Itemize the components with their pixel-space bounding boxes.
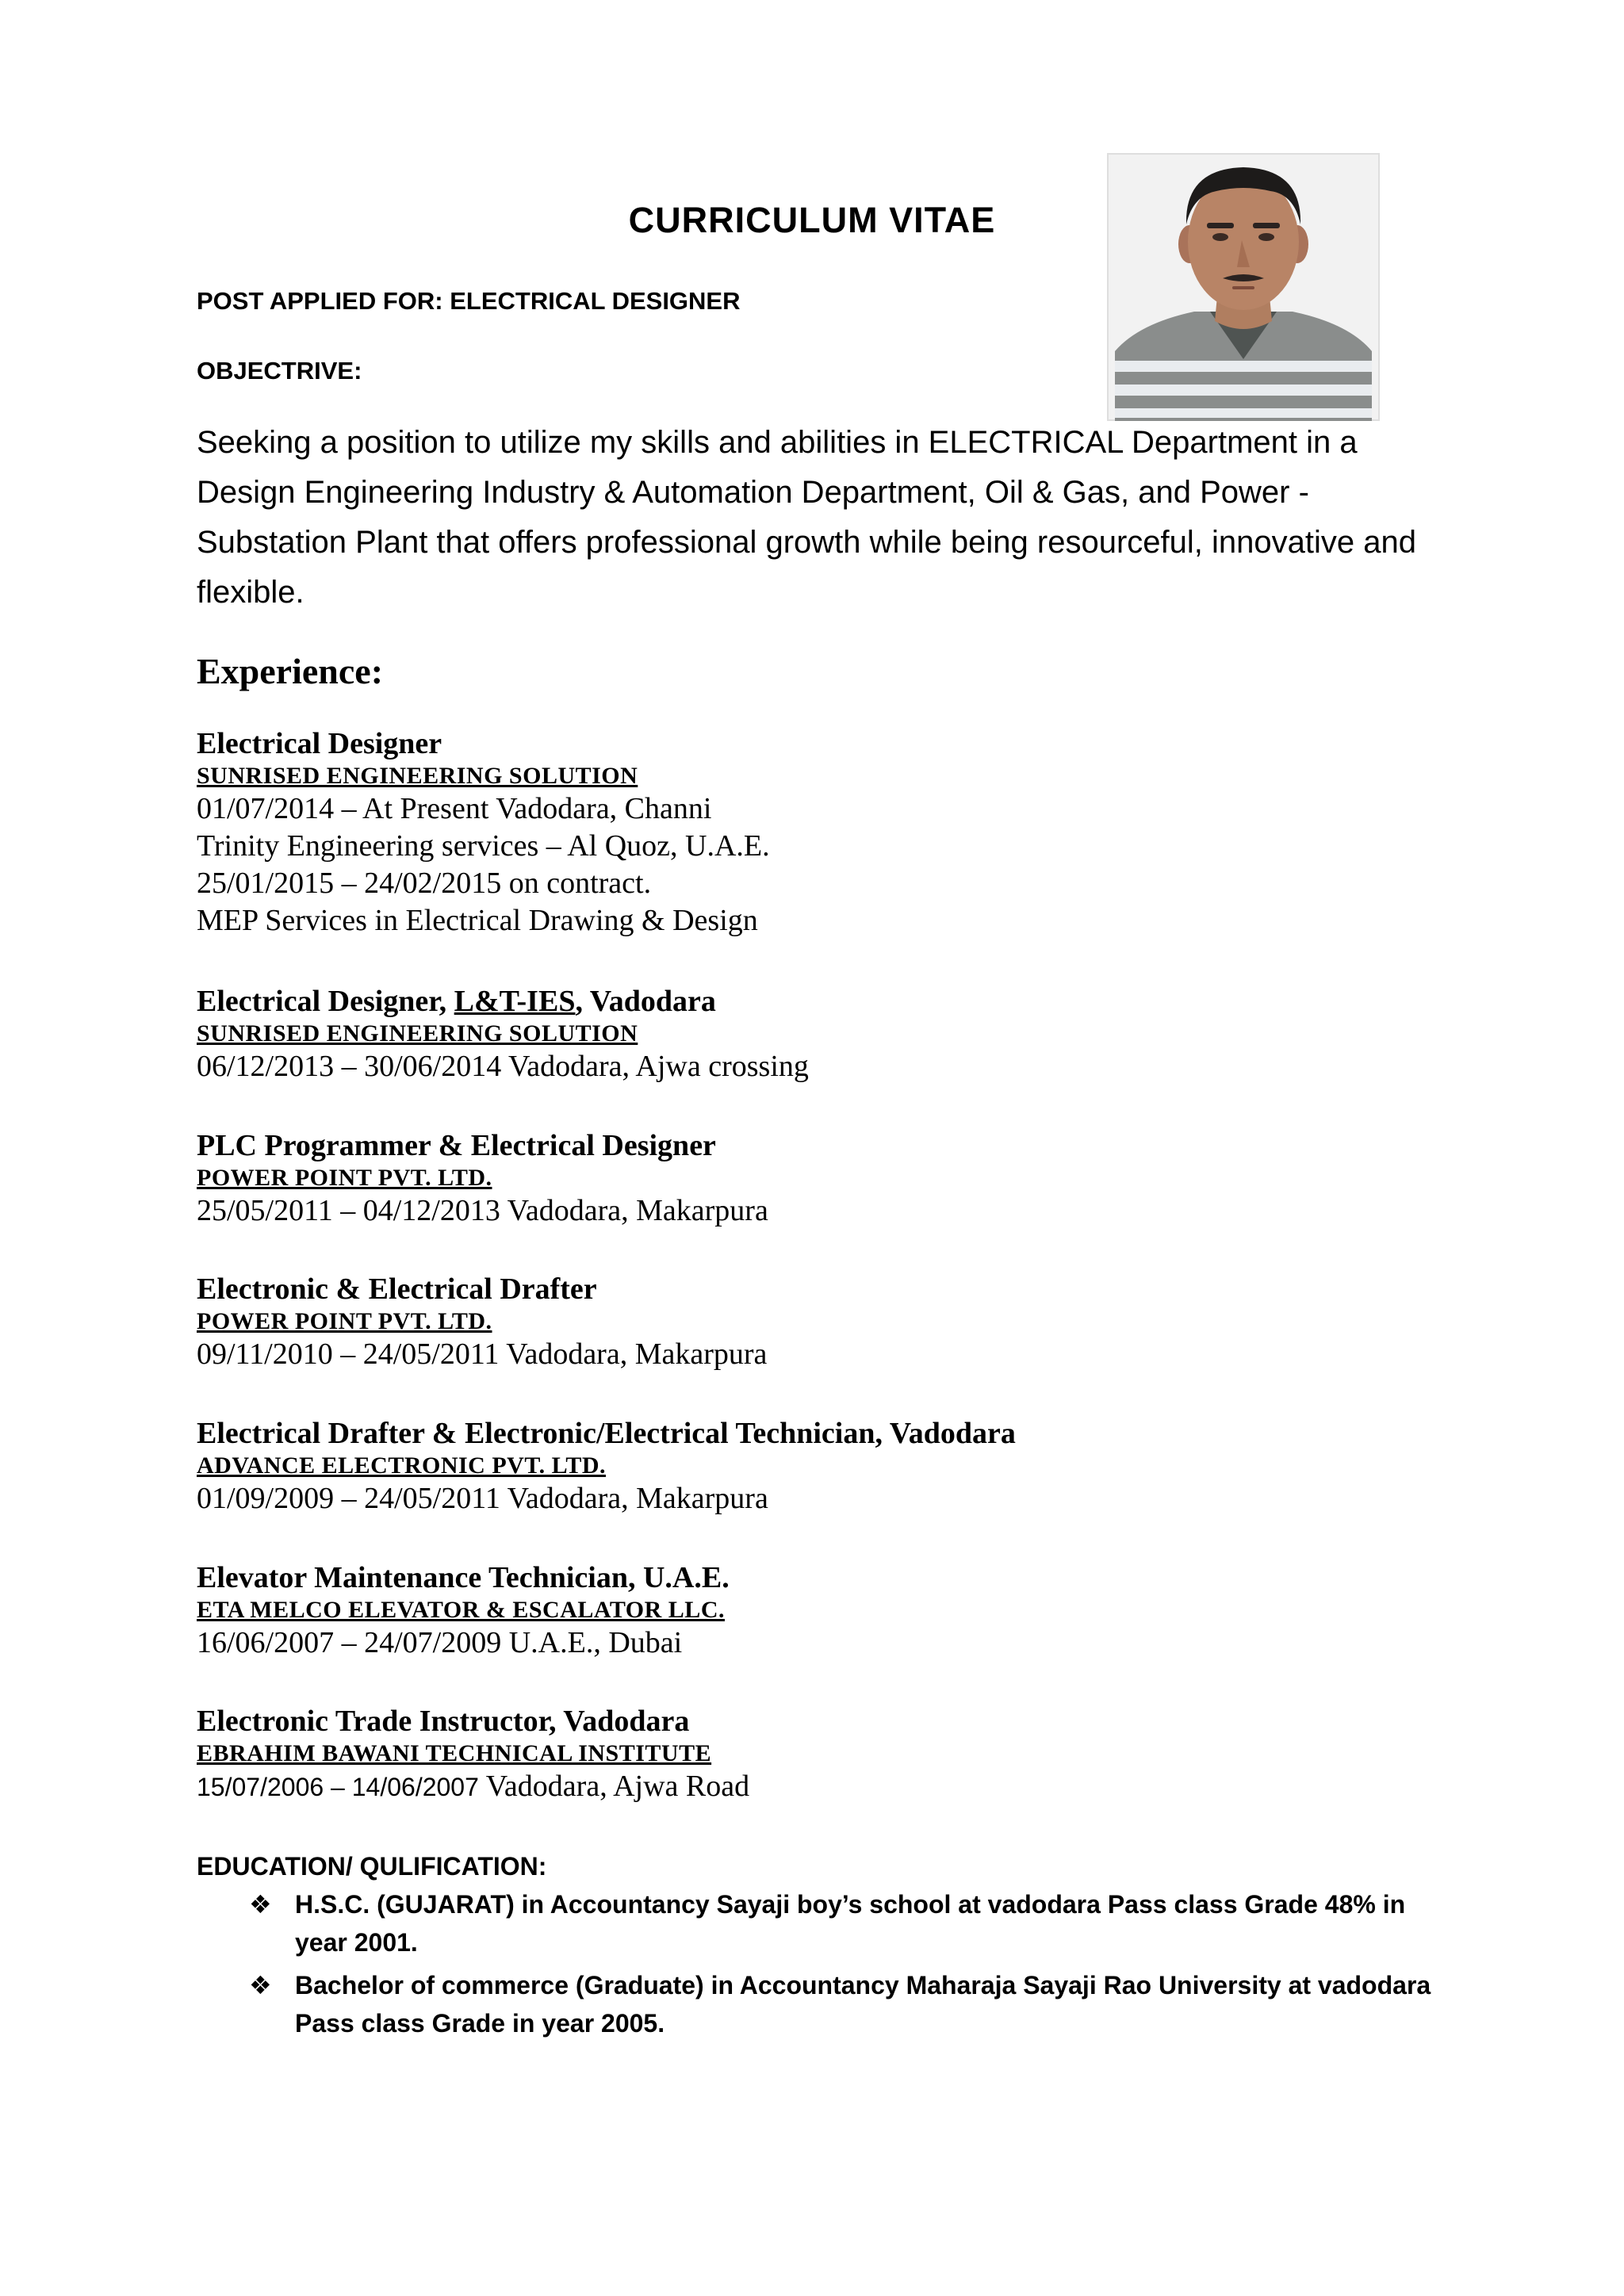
job-title-prefix: Electrical Designer, [197, 985, 454, 1018]
job-entry-3 [197, 1127, 1434, 1230]
education-heading: EDUCATION/ QULIFICATION: [197, 1852, 547, 1881]
job-detail-line: MEP Services in Electrical Drawing & Design [197, 904, 758, 937]
job-title: Electrical Drafter & Electronic/Electrical Technician, Vadodara [197, 1417, 1016, 1450]
job-title: PLC Programmer & Electrical Designer [197, 1129, 716, 1162]
objective-heading: OBJECTRIVE: [197, 357, 362, 385]
job-detail-line: 01/09/2009 – 24/05/2011 Vadodara, Makarpura [197, 1482, 768, 1515]
job-location: Vadodara, Ajwa Road [478, 1770, 750, 1803]
education-item [197, 1966, 1434, 2042]
job-detail-line: 01/07/2014 – At Present Vadodara, Channi [197, 792, 712, 825]
job-detail-line: 06/12/2013 – 30/06/2014 Vadodara, Ajwa crossing [197, 1050, 809, 1083]
job-entry-7 [197, 1703, 1434, 1806]
education-item-text: H.S.C. (GUJARAT) in Accountancy Sayaji boy’s school at vadodara Pass class Grade 48% in year 2001. [295, 1890, 1406, 1957]
job-company: SUNRISED ENGINEERING SOLUTION [197, 1020, 638, 1047]
job-title: Electronic Trade Instructor, Vadodara [197, 1705, 690, 1738]
job-entry-2 [197, 983, 1434, 1085]
job-company: ADVANCE ELECTRONIC PVT. LTD. [197, 1452, 607, 1479]
job-detail-line: 25/01/2015 – 24/02/2015 on contract. [197, 867, 652, 900]
post-applied-for: POST APPLIED FOR: ELECTRICAL DESIGNER [197, 287, 741, 315]
job-company: EBRAHIM BAWANI TECHNICAL INSTITUTE [197, 1740, 712, 1766]
job-title: Elevator Maintenance Technician, U.A.E. [197, 1561, 730, 1594]
portrait-image [1107, 153, 1380, 421]
job-title [197, 983, 1434, 1020]
job-title: Electrical Designer [197, 727, 442, 760]
job-detail-line: Trinity Engineering services – Al Quoz, U.A.E. [197, 829, 770, 863]
job-company: ETA MELCO ELEVATOR & ESCALATOR LLC. [197, 1597, 725, 1623]
diamond-bullet-icon: ❖ [249, 1889, 272, 1919]
job-entry-1 [197, 725, 1434, 939]
job-company: POWER POINT PVT. LTD. [197, 1308, 492, 1334]
job-title: Electronic & Electrical Drafter [197, 1272, 597, 1306]
diamond-bullet-icon: ❖ [249, 1970, 272, 2000]
experience-heading: Experience: [197, 651, 384, 691]
job-entry-6 [197, 1559, 1434, 1662]
education-list [197, 1885, 1434, 2047]
job-dates: 15/07/2006 – 14/06/2007 [197, 1773, 479, 1801]
education-item-text: Bachelor of commerce (Graduate) in Accountancy Maharaja Sayaji Rao University at vadodara Pass class Grade in year 2005. [295, 1971, 1431, 2038]
job-entry-4 [197, 1271, 1434, 1373]
profile-photo [1107, 153, 1380, 421]
job-detail-line [197, 1768, 1434, 1806]
job-company: POWER POINT PVT. LTD. [197, 1165, 492, 1191]
objective-text: Seeking a position to utilize my skills and abilities in ELECTRICAL Department in a Design Engineering Industry & Automation Department, Oil & Gas, and Power - Substation Plant that offers professional growth while being resourceful, innovative and flexible. [197, 425, 1416, 610]
job-title-suffix: , Vadodara [575, 985, 716, 1018]
company-link[interactable]: L&T-IES [454, 985, 576, 1018]
education-item [197, 1885, 1434, 1961]
job-company: SUNRISED ENGINEERING SOLUTION [197, 763, 638, 789]
page-title: CURRICULUM VITAE [628, 200, 996, 240]
job-detail-line: 09/11/2010 – 24/05/2011 Vadodara, Makarpura [197, 1337, 768, 1371]
job-detail-line: 25/05/2011 – 04/12/2013 Vadodara, Makarpura [197, 1194, 768, 1227]
job-detail-line: 16/06/2007 – 24/07/2009 U.A.E., Dubai [197, 1626, 683, 1659]
job-entry-5 [197, 1415, 1434, 1517]
